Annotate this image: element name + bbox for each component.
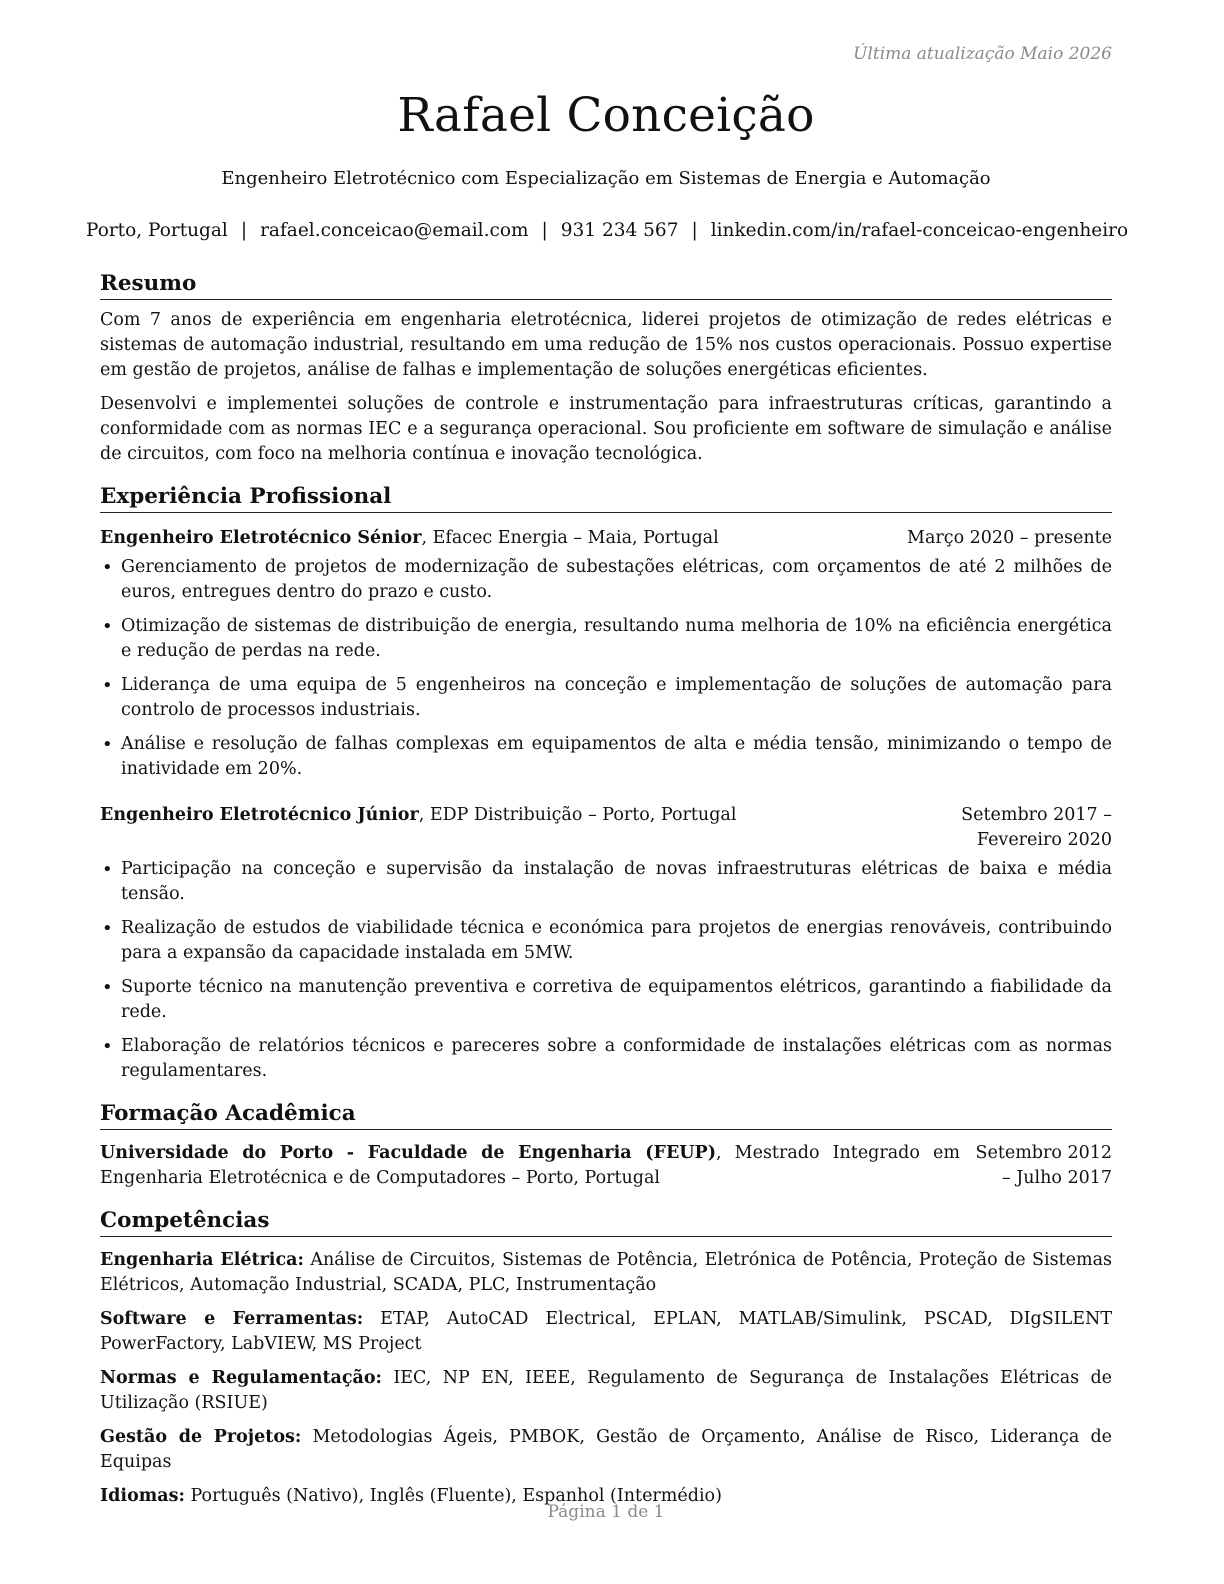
job-bullet: • Suporte técnico na manutenção preventiva e corretiva de equipamentos elétricos, garantindo a fiabilidade da rede.: [100, 975, 1112, 1025]
job-bullet: • Gerenciamento de projetos de modernização de subestações elétricas, com orçamentos de até 2 milhões de euros, entregues dentro do prazo e custo.: [100, 555, 1112, 605]
contact-line: [86, 220, 1129, 241]
job-bullet: • Elaboração de relatórios técnicos e pareceres sobre a conformidade de instalações elétricas com as normas regulamentares.: [100, 1034, 1112, 1084]
job-entry: [100, 803, 1112, 1084]
skills-section: [100, 1207, 1112, 1509]
skill-row: [100, 1307, 1112, 1357]
job-bullet: • Otimização de sistemas de distribuição de energia, resultando numa melhoria de 10% na eficiência energética e redução de perdas na rede.: [100, 614, 1112, 664]
job-title: Engenheiro Eletrotécnico Sénior: [100, 528, 422, 548]
summary-paragraph: Desenvolvi e implementei soluções de controle e instrumentação para infraestruturas críticas, garantindo a conformidade com as normas IEC e a segurança operacional. Sou proficiente em software de simulação e análise de circuitos, com foco na melhoria contínua e inovação tecnológica.: [100, 394, 1112, 464]
job-entry: [100, 526, 1112, 782]
skill-value: Análise de Circuitos, Sistemas de Potência, Eletrónica de Potência, Proteção de Sistemas Elétricos, Automação Industrial, SCADA, PLC, Instrumentação: [100, 1250, 1112, 1295]
education-section: [100, 1100, 1112, 1191]
job-bullet: • Participação na conceção e supervisão da instalação de novas infraestruturas elétricas de baixa e média tensão.: [100, 857, 1112, 907]
contact-separator: |: [240, 220, 248, 241]
skill-label: Gestão de Projetos:: [100, 1427, 302, 1447]
education-degree: , Mestrado Integrado em Engenharia Eletrotécnica e de Computadores – Porto, Portugal: [100, 1143, 960, 1188]
skills-heading: Competências: [100, 1207, 1112, 1237]
skill-row: [100, 1425, 1112, 1475]
experience-section: [100, 483, 1112, 1084]
job-title: Engenheiro Eletrotécnico Júnior: [100, 805, 419, 825]
contact-email[interactable]: rafael.conceicao@email.com: [260, 220, 529, 241]
education-school: Universidade do Porto - Faculdade de Engenharia (FEUP): [100, 1143, 716, 1163]
skill-value: Português (Nativo), Inglês (Fluente), Espanhol (Intermédio): [184, 1486, 722, 1506]
candidate-subtitle: Engenheiro Eletrotécnico com Especialização em Sistemas de Energia e Automação: [221, 168, 991, 189]
page-number: Página 1 de 1: [547, 1502, 665, 1522]
job-bullet: • Análise e resolução de falhas complexas em equipamentos de alta e média tensão, minimizando o tempo de inatividade em 20%.: [100, 732, 1112, 782]
candidate-name: Rafael Conceição: [397, 88, 815, 143]
skill-row: [100, 1366, 1112, 1416]
job-dates: Setembro 2017 – Fevereiro 2020: [961, 805, 1112, 850]
contact-separator: |: [691, 220, 698, 241]
job-bullet: • Liderança de uma equipa de 5 engenheiros na conceção e implementação de soluções de automação para controlo de processos industriais.: [100, 673, 1112, 723]
skill-label: Engenharia Elétrica:: [100, 1250, 304, 1270]
education-dates: Setembro 2012 – Julho 2017: [975, 1143, 1112, 1188]
job-company: , EDP Distribuição – Porto, Portugal: [418, 805, 737, 825]
contact-phone: 931 234 567: [560, 220, 679, 241]
skill-value: ETAP, AutoCAD Electrical, EPLAN, MATLAB/Simulink, PSCAD, DIgSILENT PowerFactory, LabVIEW, MS Project: [100, 1309, 1112, 1354]
skill-label: Software e Ferramentas:: [100, 1309, 364, 1329]
education-heading: Formação Acadêmica: [100, 1100, 1112, 1130]
contact-separator: |: [541, 220, 548, 241]
skill-value: IEC, NP EN, IEEE, Regulamento de Segurança de Instalações Elétricas de Utilização (RSIUE): [100, 1368, 1112, 1413]
skill-label: Idiomas:: [100, 1486, 185, 1506]
skill-label: Normas e Regulamentação:: [100, 1368, 383, 1388]
summary-heading: Resumo: [100, 270, 1112, 300]
skill-value: Metodologias Ágeis, PMBOK, Gestão de Orçamento, Análise de Risco, Liderança de Equipas: [100, 1427, 1113, 1472]
contact-linkedin[interactable]: linkedin.com/in/rafael-conceicao-engenheiro: [710, 220, 1129, 241]
summary-paragraph: Com 7 anos de experiência em engenharia eletrotécnica, liderei projetos de otimização de redes elétricas e sistemas de automação industrial, resultando em uma redução de 15% nos custos operacionais. Possuo expertise em gestão de projetos, análise de falhas e implementação de soluções energéticas eficientes.: [100, 310, 1112, 380]
job-company: , Efacec Energia – Maia, Portugal: [421, 528, 719, 548]
job-dates: Março 2020 – presente: [907, 528, 1112, 548]
job-bullets: [100, 857, 1112, 1084]
resume-page: [86, 0, 1129, 1584]
summary-section: [100, 270, 1112, 467]
job-bullets: [100, 555, 1112, 782]
experience-heading: Experiência Profissional: [100, 483, 1112, 513]
last-updated: Última atualização Maio 2026: [853, 44, 1112, 64]
resume-content: [100, 270, 1112, 1509]
job-header: [100, 526, 1112, 551]
education-entry: [100, 1141, 1112, 1191]
contact-location: Porto, Portugal: [86, 220, 228, 241]
skill-row: [100, 1248, 1112, 1298]
job-bullet: • Realização de estudos de viabilidade técnica e económica para projetos de energias renováveis, contribuindo para a expansão da capacidade instalada em 5MW.: [100, 916, 1112, 966]
job-header: [100, 803, 1112, 853]
